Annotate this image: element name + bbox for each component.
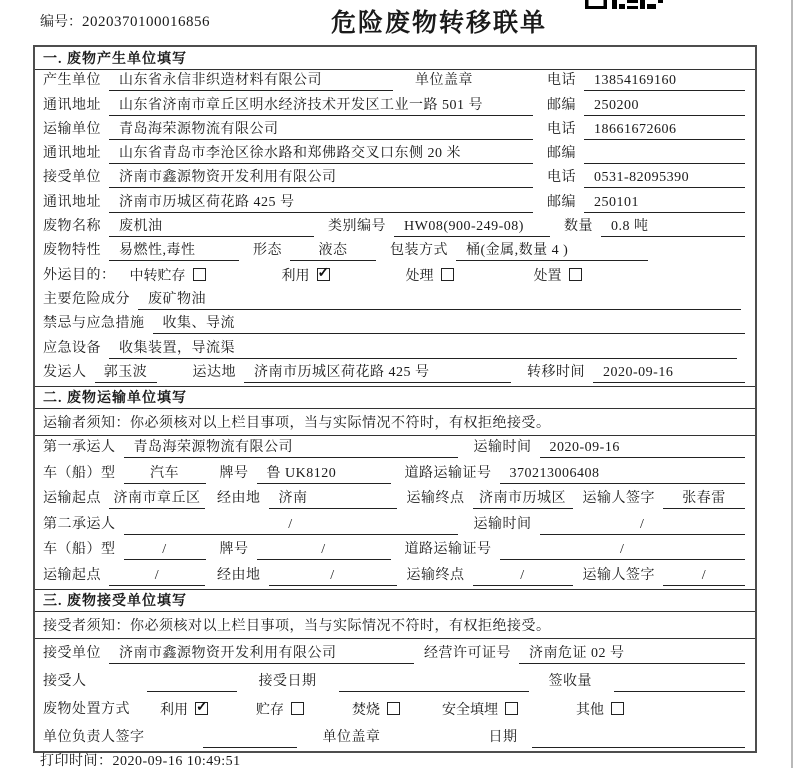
checkbox-label: 焚烧 (352, 702, 380, 718)
checkbox-storage (193, 268, 206, 281)
emergency-equipment-value: 收集装置，导流渠 (109, 340, 737, 359)
checkbox-dispose (569, 268, 582, 281)
acceptor-label: 接受人 (43, 673, 87, 689)
row-hazard-component (35, 289, 755, 313)
producer-unit-value: 山东省永信非织造材料有限公司 (109, 72, 393, 91)
purpose-option-storage (130, 265, 282, 286)
checkbox-disposal-landfill (505, 702, 518, 715)
endpoint-label-1: 运输终点 (406, 491, 465, 507)
receive-unit-value: 济南市鑫源物资开发利用有限公司 (109, 169, 533, 188)
road-permit-label-1: 道路运输证号 (404, 465, 492, 481)
disposal-method-label: 废物处置方式 (43, 701, 130, 717)
accept-date-label: 接受日期 (258, 673, 317, 689)
taboo-measures-label: 禁忌与应急措施 (43, 316, 145, 332)
section-producer (35, 47, 755, 386)
head-signature-value (203, 731, 297, 748)
destination-value: 济南市历城区荷花路 425 号 (244, 364, 511, 383)
postcode-label-2: 邮编 (547, 146, 576, 162)
emergency-equipment-label: 应急设备 (43, 340, 101, 356)
plate-number-label-1: 牌号 (219, 465, 249, 481)
checkbox-label: 安全填埋 (442, 702, 498, 718)
origin-value-1: 济南市章丘区 (109, 490, 205, 509)
second-carrier-label: 第二承运人 (43, 516, 116, 532)
hazard-component-label: 主要危险成分 (43, 291, 130, 307)
transport-unit-value: 青岛海荣源物流有限公司 (109, 121, 533, 140)
row-transport-unit (35, 119, 755, 143)
checkbox-utilize (317, 268, 330, 281)
row-route-1 (35, 487, 755, 513)
address-label-2: 通讯地址 (43, 146, 101, 162)
page-edge-divider (791, 0, 793, 768)
vehicle-type-value-2: / (124, 541, 206, 560)
checkbox-label: 贮存 (256, 702, 284, 718)
unit-seal-label-2: 单位盖章 (322, 729, 381, 745)
disposal-option-utilize (160, 699, 208, 720)
producer-unit-label: 产生单位 (43, 73, 101, 89)
row-second-carrier (35, 512, 755, 538)
road-permit-label-2: 道路运输证号 (404, 542, 492, 558)
transport-time-value-2: / (540, 516, 746, 535)
shipper-value: 郭玉波 (95, 364, 157, 383)
phone-value-2: 18661672606 (584, 121, 745, 140)
row-waste-character (35, 240, 755, 264)
waste-character-label: 废物特性 (43, 243, 101, 259)
form-state-label: 形态 (253, 243, 282, 259)
phone-value-1: 13854169160 (584, 72, 745, 91)
first-carrier-value: 青岛海荣源物流有限公司 (124, 439, 458, 458)
checkbox-disposal-store (291, 702, 304, 715)
carrier-sign-label-2: 运输人签字 (582, 567, 655, 583)
print-time-label: 打印时间： (40, 754, 113, 768)
vehicle-type-label-2: 车（船）型 (43, 542, 116, 558)
date-label: 日期 (488, 729, 518, 745)
carrier-sign-label-1: 运输人签字 (582, 491, 655, 507)
plate-number-value-2: / (257, 541, 391, 560)
waste-character-value: 易燃性,毒性 (109, 242, 239, 261)
checkbox-label: 利用 (160, 702, 188, 718)
first-carrier-label: 第一承运人 (43, 440, 116, 456)
category-code-value: HW08(900-249-08) (394, 218, 550, 237)
vehicle-type-value-1: 汽车 (124, 465, 206, 484)
checkbox-label: 中转贮存 (129, 268, 186, 284)
row-vehicle-2 (35, 538, 755, 564)
receive-unit-value-2: 济南市鑫源物资开发利用有限公司 (109, 645, 414, 664)
receive-unit-label-2: 接受单位 (43, 645, 101, 661)
row-receive-unit (35, 167, 755, 191)
taboo-measures-value: 收集、导流 (153, 315, 746, 334)
section3-header: 三. 废物接受单位填写 (35, 589, 755, 612)
carrier-sign-value-1: 张春雷 (663, 490, 745, 509)
transport-time-value-1: 2020-09-16 (540, 439, 746, 458)
disposal-option-other (576, 699, 624, 720)
row-route-2 (35, 563, 755, 589)
postcode-value-2 (584, 147, 745, 164)
purpose-option-treat (406, 265, 534, 286)
permit-number-value: 济南危证 02 号 (519, 645, 745, 664)
transporter-notice: 运输者须知：你必须核对以上栏目事项，当与实际情况不符时，有权拒绝接受。 (35, 409, 755, 436)
carrier-sign-value-2: / (663, 567, 745, 586)
received-qty-value (614, 675, 745, 692)
waste-name-label: 废物名称 (43, 219, 101, 235)
address-value-2: 山东省青岛市李沧区徐水路和郑佛路交叉口东侧 20 米 (109, 145, 533, 164)
plate-number-label-2: 牌号 (219, 542, 249, 558)
row-receive-unit-2 (35, 639, 755, 667)
via-label-1: 经由地 (217, 491, 261, 507)
head-signature-label: 单位负责人签字 (43, 729, 145, 745)
shipper-label: 发运人 (43, 364, 87, 380)
origin-label-1: 运输起点 (43, 491, 101, 507)
unit-seal-label: 单位盖章 (415, 73, 473, 89)
section-receiver (35, 589, 755, 751)
via-label-2: 经由地 (217, 567, 261, 583)
serial-label: 编号： (40, 15, 82, 30)
row-emergency-equipment (35, 337, 755, 361)
checkbox-treat (441, 268, 454, 281)
date-value (532, 731, 746, 748)
permit-number-label: 经营许可证号 (424, 645, 511, 661)
postcode-label-3: 邮编 (547, 194, 576, 210)
acceptor-value (147, 675, 237, 692)
address-label-3: 通讯地址 (43, 194, 101, 210)
endpoint-value-2: / (473, 567, 573, 586)
postcode-value-3: 250101 (584, 194, 745, 213)
phone-label-3: 电话 (547, 170, 576, 186)
disposal-option-landfill (442, 699, 518, 720)
transfer-time-label: 转移时间 (527, 364, 585, 380)
row-taboo-measures (35, 313, 755, 337)
category-code-label: 类别编号 (328, 219, 386, 235)
purpose-option-utilize (282, 265, 406, 286)
section1-header: 一. 废物产生单位填写 (35, 47, 755, 70)
transport-unit-label: 运输单位 (43, 121, 101, 137)
page-title: 危险废物转移联单 (331, 10, 548, 37)
row-disposal-method (35, 695, 755, 723)
section2-header: 二. 废物运输单位填写 (35, 386, 755, 409)
print-time (40, 750, 241, 768)
packing-label: 包装方式 (390, 243, 448, 259)
checkbox-disposal-utilize (195, 702, 208, 715)
quantity-value: 0.8 吨 (601, 218, 745, 237)
purpose-option-dispose (534, 265, 582, 286)
transport-time-label-1: 运输时间 (473, 440, 532, 456)
row-head-signature (35, 723, 755, 751)
postcode-label-1: 邮编 (547, 97, 576, 113)
plate-number-value-1: 鲁 UK8120 (257, 465, 391, 484)
checkbox-label: 其他 (576, 702, 604, 718)
row-transport-address (35, 143, 755, 167)
row-shipper (35, 362, 755, 386)
qr-code-icon (585, 0, 663, 9)
road-permit-value-1: 370213006408 (500, 465, 746, 484)
phone-value-3: 0531-82095390 (584, 169, 745, 188)
destination-label: 运达地 (192, 364, 236, 380)
row-transfer-purpose (35, 264, 755, 288)
row-receive-address (35, 191, 755, 215)
received-qty-label: 签收量 (548, 673, 592, 689)
endpoint-label-2: 运输终点 (406, 567, 465, 583)
via-value-2: / (269, 567, 397, 586)
checkbox-disposal-other (611, 702, 624, 715)
row-waste-name (35, 216, 755, 240)
checkbox-disposal-incinerate (387, 702, 400, 715)
receiver-notice: 接受者须知：你必须核对以上栏目事项，当与实际情况不符时，有权拒绝接受。 (35, 612, 755, 639)
purpose-label: 外运目的： (43, 267, 116, 283)
row-vehicle-1 (35, 461, 755, 487)
phone-label-1: 电话 (547, 73, 576, 89)
hazard-component-value: 废矿物油 (138, 291, 741, 310)
row-acceptor (35, 667, 755, 695)
checkbox-label: 处置 (533, 268, 562, 284)
transfer-time-value: 2020-09-16 (593, 364, 745, 383)
disposal-option-incinerate (352, 699, 400, 720)
receive-unit-label: 接受单位 (43, 170, 101, 186)
accept-date-value (339, 675, 529, 692)
manifest-form-table (33, 45, 757, 753)
second-carrier-value: / (124, 516, 458, 535)
address-label-1: 通讯地址 (43, 97, 101, 113)
endpoint-value-1: 济南市历城区 (473, 490, 573, 509)
origin-label-2: 运输起点 (43, 567, 101, 583)
road-permit-value-2: / (500, 541, 746, 560)
serial-number (40, 11, 210, 31)
row-producer-unit (35, 70, 755, 94)
postcode-value-1: 250200 (584, 97, 745, 116)
print-time-value: 2020-09-16 10:49:51 (112, 754, 241, 768)
origin-value-2: / (109, 567, 205, 586)
form-state-value: 液态 (290, 242, 376, 261)
vehicle-type-label-1: 车（船）型 (43, 465, 116, 481)
address-value-1: 山东省济南市章丘区明水经济技术开发区工业一路 501 号 (109, 97, 533, 116)
waste-name-value: 废机油 (109, 218, 314, 237)
packing-value: 桶(金属,数量 4 ) (456, 242, 648, 261)
quantity-label: 数量 (564, 219, 593, 235)
transport-time-label-2: 运输时间 (473, 516, 532, 532)
disposal-option-store (256, 699, 304, 720)
phone-label-2: 电话 (547, 121, 576, 137)
checkbox-label: 处理 (405, 268, 434, 284)
checkbox-label: 利用 (281, 268, 310, 284)
row-first-carrier (35, 436, 755, 462)
via-value-1: 济南 (269, 490, 397, 509)
row-producer-address (35, 94, 755, 118)
section-transporter (35, 386, 755, 589)
serial-value: 2020370100016856 (82, 14, 210, 30)
address-value-3: 济南市历城区荷花路 425 号 (109, 194, 533, 213)
